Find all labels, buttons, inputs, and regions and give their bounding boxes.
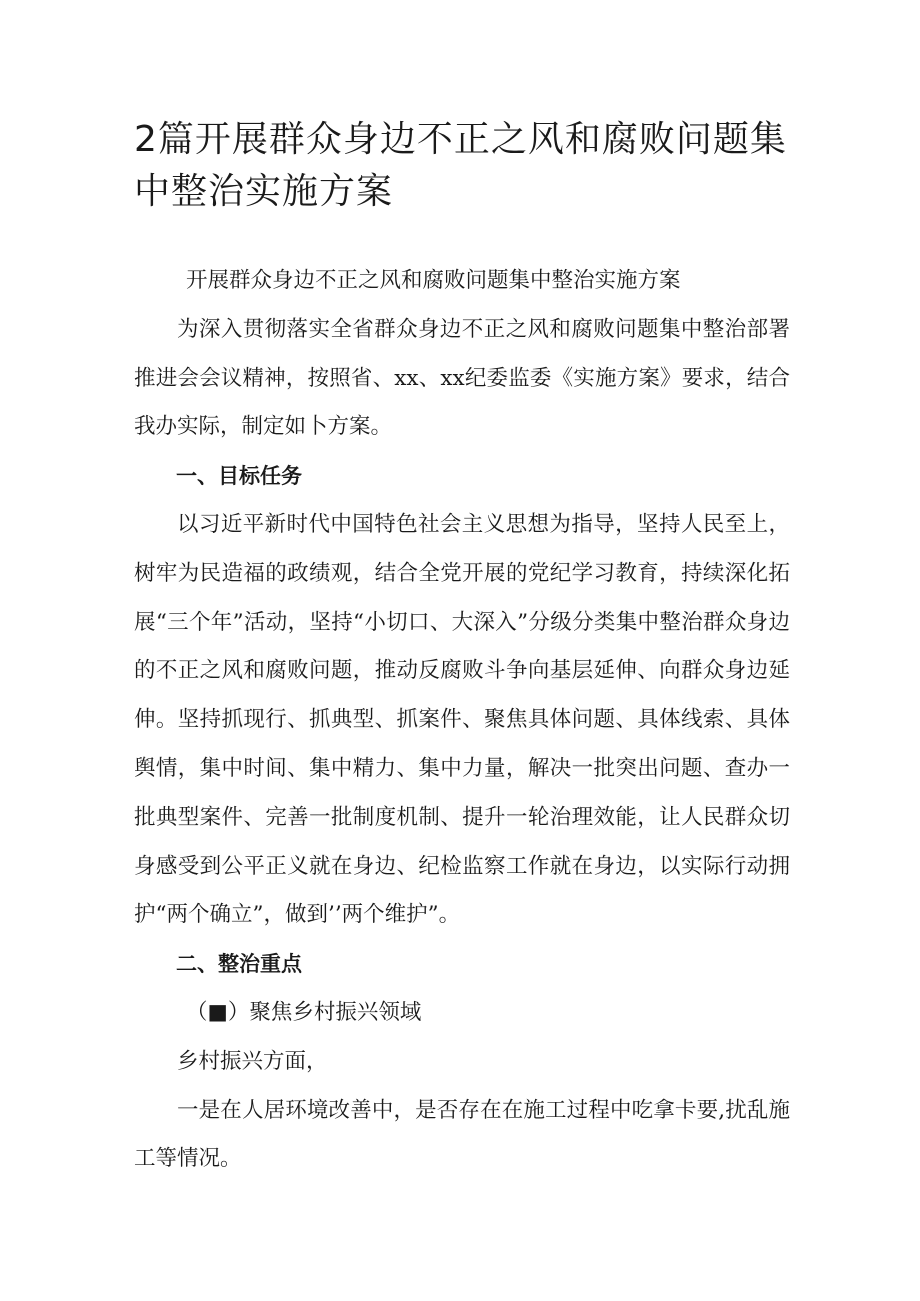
section-heading-focus: 二、整治重点 (176, 952, 302, 977)
section-heading-goals: 一、目标任务 (176, 464, 302, 489)
rural-item-paragraph: 一是在人居环境改善中，是否存在在施工过程中吃拿卡要,扰乱施工等情况。 (134, 1097, 790, 1172)
goals-paragraph: 以习近平新时代中国特色社会主义思想为指导，坚持人民至上，树牢为民造福的政绩观，结合全党开展的党纪学习教育，持续深化拓展“三个年”活动，坚持“小切口、大深入”分级分类集中整治群众身边的不正之风和腐败问题，推动反腐败斗争向基层延伸、向群众身边延伸。坚持抓现行、抓典型、抓案件、聚焦具体问题、具体线索、具体舆情，集中时间、集中精力、集中力量，解决一批突出问题、查办一批典型案件、完善一批制度机制、提升一轮治理效能，让人民群众切身感受到公平正义就在身边、纪检监察工作就在身边，以实际行动拥护“两个确立”，做到’’两个维护”。 (134, 511, 790, 928)
document-title: 2篇开展群众身边不正之风和腐败问题集中整治实施方案 (134, 119, 787, 212)
rural-paragraph: 乡村振兴方面， (177, 1048, 328, 1074)
subsection-heading-rural: （■）聚焦乡村振兴领域 (186, 999, 422, 1025)
document-subtitle: 开展群众身边不正之风和腐败问题集中整治实施方案 (186, 268, 681, 293)
intro-paragraph: 为深入贯彻落实全省群众身边不正之风和腐败问题集中整治部署推进会会议精神，按照省、xx、xx纪委监委《实施方案》要求，结合我办实际，制定如卜方案。 (134, 316, 790, 440)
document-body (134, 257, 790, 1184)
